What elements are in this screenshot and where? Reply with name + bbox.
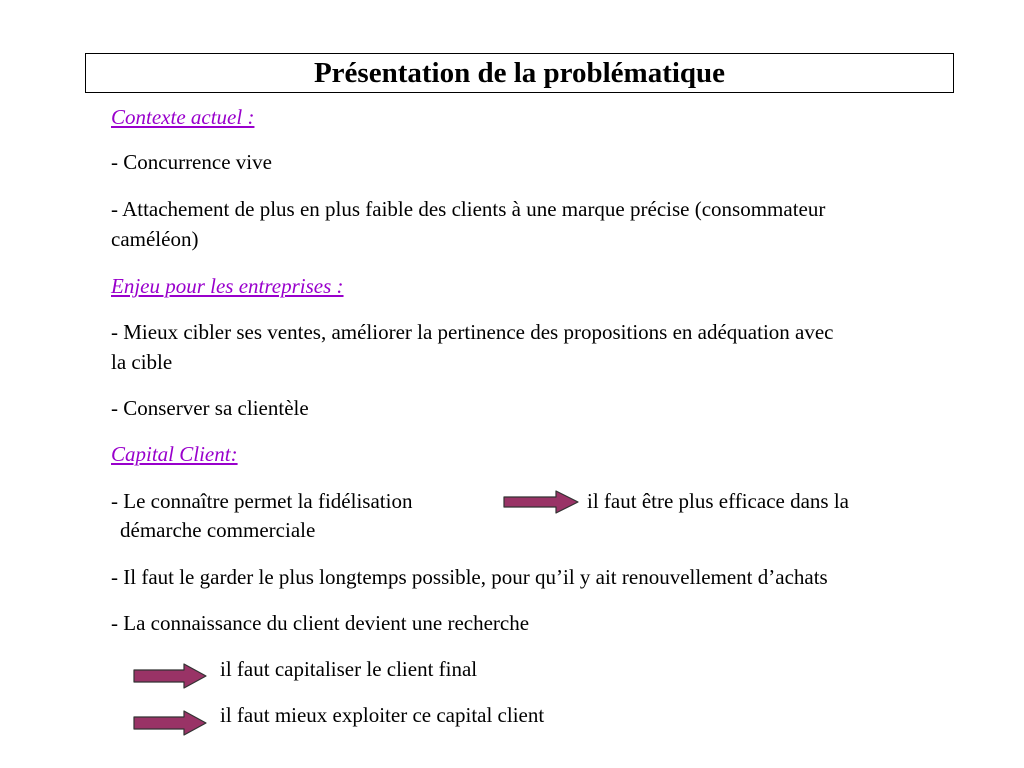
heading-capital: Capital Client: [111, 442, 238, 466]
capital-fidelisation-left: - Le connaître permet la fidélisation [111, 489, 413, 513]
heading-contexte: Contexte actuel : [111, 105, 255, 129]
enjeu-item-2: - Conserver sa clientèle [111, 396, 309, 420]
heading-enjeu: Enjeu pour les entreprises : [111, 274, 344, 298]
contexte-item-1: - Concurrence vive [111, 150, 272, 174]
arrow-right-icon [500, 489, 580, 515]
enjeu-item-1-cont: la cible [111, 350, 173, 374]
capital-fidelisation-right: il faut être plus efficace dans la [587, 489, 849, 513]
capital-garder: - Il faut le garder le plus longtemps possible, pour qu’il y ait renouvellement d’achats [111, 565, 828, 589]
capital-recherche: - La connaissance du client devient une recherche [111, 611, 530, 635]
slide-title-box [85, 53, 954, 93]
capital-fidelisation-cont: démarche commerciale [120, 518, 316, 542]
enjeu-item-1: - Mieux cibler ses ventes, améliorer la pertinence des propositions en adéquation avec [111, 320, 834, 344]
slide-title: Présentation de la problématique [313, 56, 726, 89]
arrow-right-icon [130, 662, 208, 690]
capital-consequence-2: il faut mieux exploiter ce capital client [220, 703, 545, 727]
contexte-item-2: - Attachement de plus en plus faible des clients à une marque précise (consommateur [111, 197, 826, 221]
capital-consequence-1: il faut capitaliser le client final [220, 657, 478, 681]
arrow-right-icon [130, 709, 208, 737]
contexte-item-2-cont: caméléon) [111, 227, 199, 251]
